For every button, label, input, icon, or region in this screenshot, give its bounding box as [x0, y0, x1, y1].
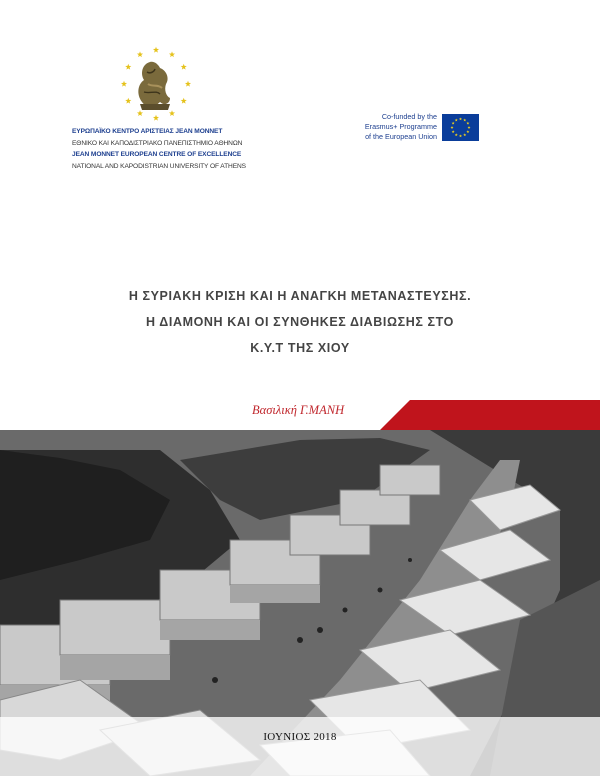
centre-line-1: ΕΥΡΩΠΑΪΚΟ ΚΕΝΤΡΟ ΑΡΙΣΤΕΙΑΣ JEAN MONNET [72, 128, 223, 135]
footer-band [0, 717, 600, 776]
centre-line-4: NATIONAL AND KAPODISTRIAN UNIVERSITY OF ATHENS [72, 162, 246, 170]
centre-line-2: ΕΘΝΙΚΟ ΚΑΙ ΚΑΠΟΔΙΣΤΡΙΑΚΟ ΠΑΝΕΠΙΣΤΗΜΙΟ ΑΘΗΝΩΝ [72, 139, 243, 147]
author-name: Βασιλική Γ.ΜΑΝΗ [252, 403, 345, 417]
erasmus-line-1: Co-funded by the [381, 112, 437, 121]
erasmus-line-3: of the European Union [365, 131, 437, 141]
title-line-1: Η ΣΥΡΙΑΚΗ ΚΡΙΣΗ ΚΑΙ Η ΑΝΑΓΚΗ ΜΕΤΑΝΑΣΤΕΥΣΗΣ. [128, 289, 472, 303]
title-line-2: Η ΔΙΑΜΟΝΗ ΚΑΙ ΟΙ ΣΥΝΘΗΚΕΣ ΔΙΑΒΙΩΣΗΣ ΣΤΟ [146, 315, 454, 329]
publication-date: ΙΟΥΝΙΟΣ 2018 [263, 731, 337, 743]
title-line-3: Κ.Υ.Τ ΤΗΣ ΧΙΟΥ [250, 341, 350, 355]
centre-line-3: JEAN MONNET EUROPEAN CENTRE OF EXCELLENCE [72, 151, 242, 158]
erasmus-line-2: Erasmus+ Programme [364, 121, 437, 131]
